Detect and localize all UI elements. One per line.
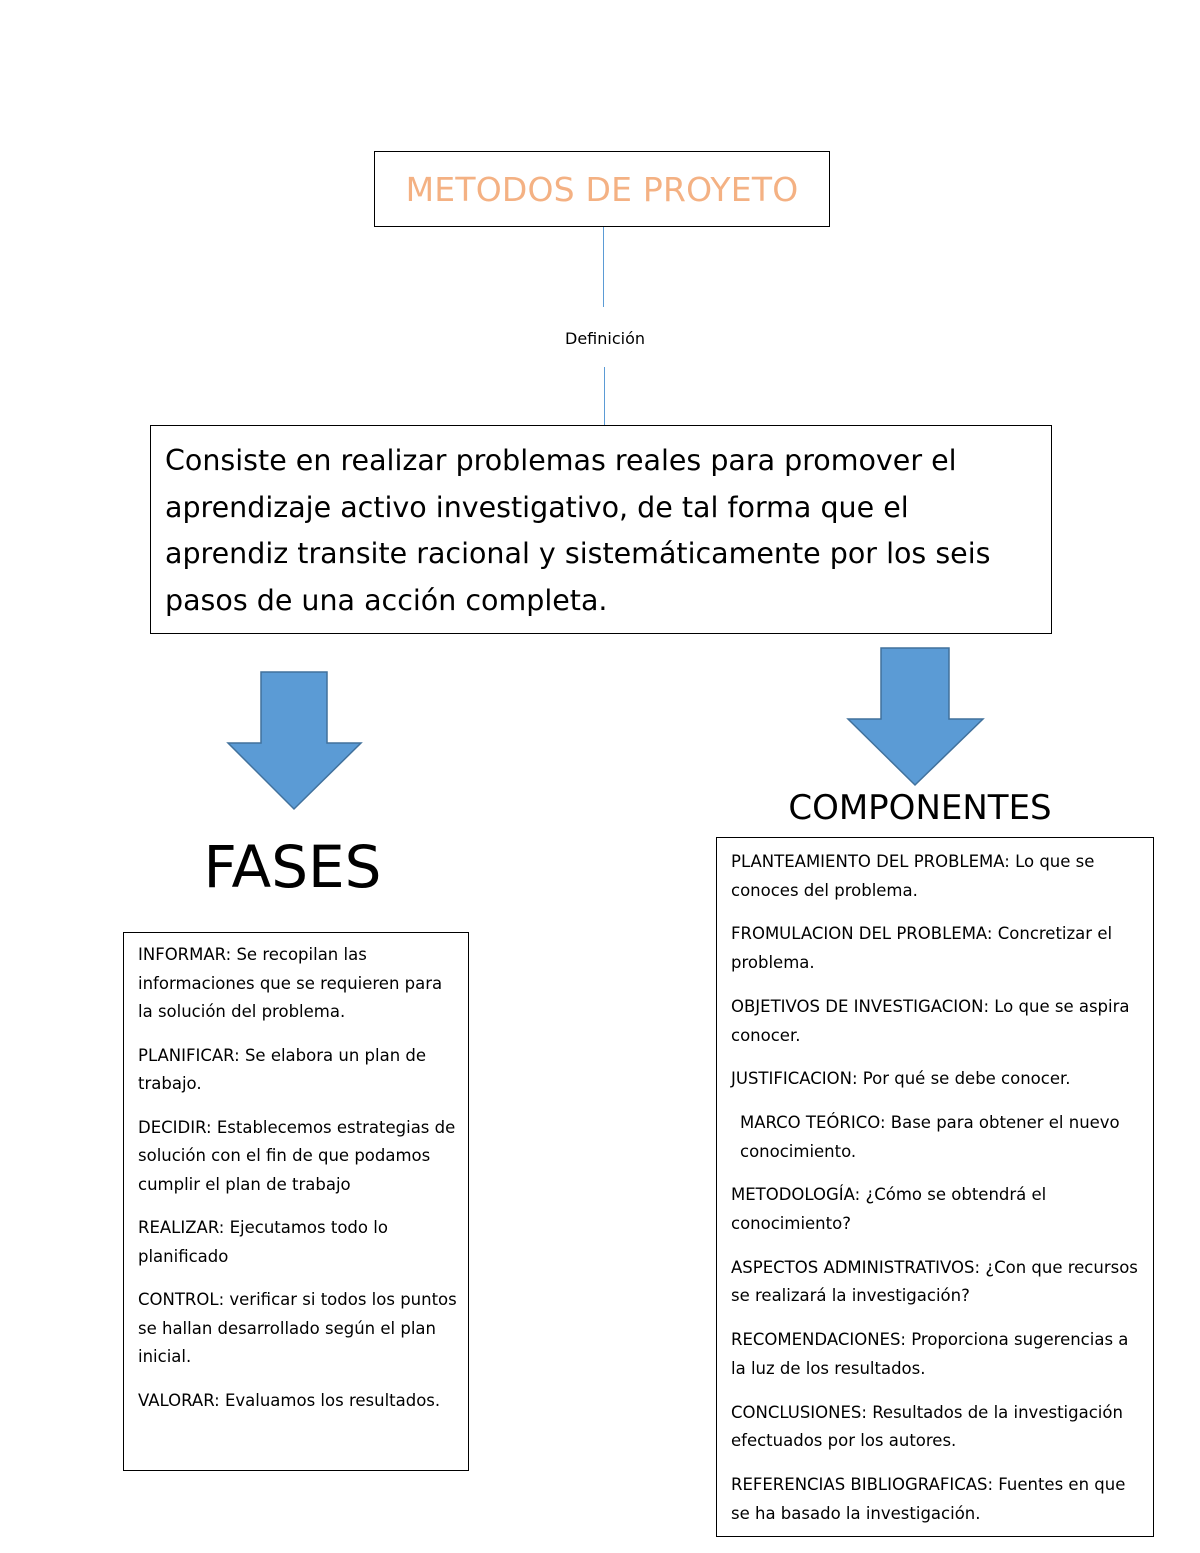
definition-text: Consiste en realizar problemas reales para promover el aprendizaje activo investigativo, de tal forma que el aprendiz transite racional y sistemáticamente por los seis pasos de una acción completa. [165, 444, 991, 617]
componente-term: JUSTIFICACION: [731, 1069, 858, 1089]
fase-term: INFORMAR: [138, 945, 232, 964]
componente-text: Fuentes en que se ha basado la investigación. [731, 1474, 1126, 1523]
componente-text: Resultados de la investigación efectuados por los autores. [731, 1402, 1123, 1451]
componente-term: REFERENCIAS BIBLIOGRAFICAS: [731, 1474, 994, 1494]
componente-term: METODOLOGÍA: [731, 1185, 861, 1205]
componente-term: PLANTEAMIENTO DEL PROBLEMA: [731, 852, 1010, 871]
componente-text: ¿Cómo se obtendrá el conocimiento? [731, 1185, 1047, 1234]
componente-item [731, 1254, 1143, 1311]
componente-item [731, 1326, 1143, 1383]
componente-item [731, 1471, 1143, 1528]
fase-item [138, 1114, 458, 1200]
componentes-heading: COMPONENTES [788, 788, 1052, 828]
componente-item [731, 1181, 1143, 1238]
fase-term: VALORAR: [138, 1390, 220, 1410]
fase-item [138, 1387, 458, 1416]
fase-text: Se recopilan las informaciones que se requieren para la solución del problema. [138, 945, 443, 1022]
down-arrow-icon-componentes [846, 647, 985, 787]
fase-term: DECIDIR: [138, 1117, 212, 1137]
fase-text: Se elabora un plan de trabajo. [138, 1045, 427, 1094]
fase-term: CONTROL: [138, 1290, 225, 1310]
componente-term: MARCO TEÓRICO: [740, 1112, 886, 1132]
componente-item [731, 1065, 1143, 1094]
definition-box [150, 425, 1052, 634]
title-box [374, 151, 830, 227]
connector-line-top [603, 227, 604, 307]
componente-item [731, 1109, 1143, 1166]
fase-text: verificar si todos los puntos se hallan desarrollado según el plan inicial. [138, 1290, 457, 1367]
componente-text: Lo que se aspira conocer. [731, 996, 1130, 1045]
fase-item [138, 941, 458, 1027]
connector-label: Definición [565, 329, 645, 348]
componente-term: OBJETIVOS DE INVESTIGACION: [731, 996, 990, 1016]
componente-item [731, 993, 1143, 1050]
fase-term: PLANIFICAR: [138, 1045, 240, 1065]
down-arrow-icon-fases [226, 671, 363, 811]
componentes-box [716, 837, 1154, 1537]
fase-text: Ejecutamos todo lo planificado [138, 1218, 388, 1266]
componente-text: Concretizar el problema. [731, 924, 1113, 973]
fase-item [138, 1042, 458, 1099]
componente-item [731, 1399, 1143, 1456]
componente-text: Por qué se debe conocer. [857, 1069, 1071, 1089]
componente-text: Base para obtener el nuevo conocimiento. [740, 1112, 1120, 1161]
fase-item [138, 1286, 458, 1372]
connector-line-bottom [604, 367, 605, 426]
fase-term: REALIZAR: [138, 1218, 225, 1238]
componente-term: RECOMENDACIONES: [731, 1330, 906, 1350]
fases-box [123, 932, 469, 1471]
diagram-title: METODOS DE PROYETO [405, 169, 799, 209]
componente-term: ASPECTOS ADMINISTRATIVOS: [731, 1257, 981, 1277]
componente-text: Proporciona sugerencias a la luz de los resultados. [731, 1330, 1129, 1378]
componente-term: CONCLUSIONES: [731, 1402, 867, 1422]
componente-item [731, 920, 1143, 977]
componente-text: ¿Con que recursos se realizará la investigación? [731, 1257, 1138, 1306]
componente-text: Lo que se conoces del problema. [731, 852, 1095, 900]
fases-heading: FASES [203, 833, 382, 901]
fase-item [138, 1214, 458, 1271]
componente-term: FROMULACION DEL PROBLEMA: [731, 924, 993, 944]
componente-item [731, 848, 1143, 905]
fase-text: Evaluamos los resultados. [219, 1390, 441, 1410]
fase-text: Establecemos estrategias de solución con el fin de que podamos cumplir el plan de trabajo [138, 1117, 456, 1194]
